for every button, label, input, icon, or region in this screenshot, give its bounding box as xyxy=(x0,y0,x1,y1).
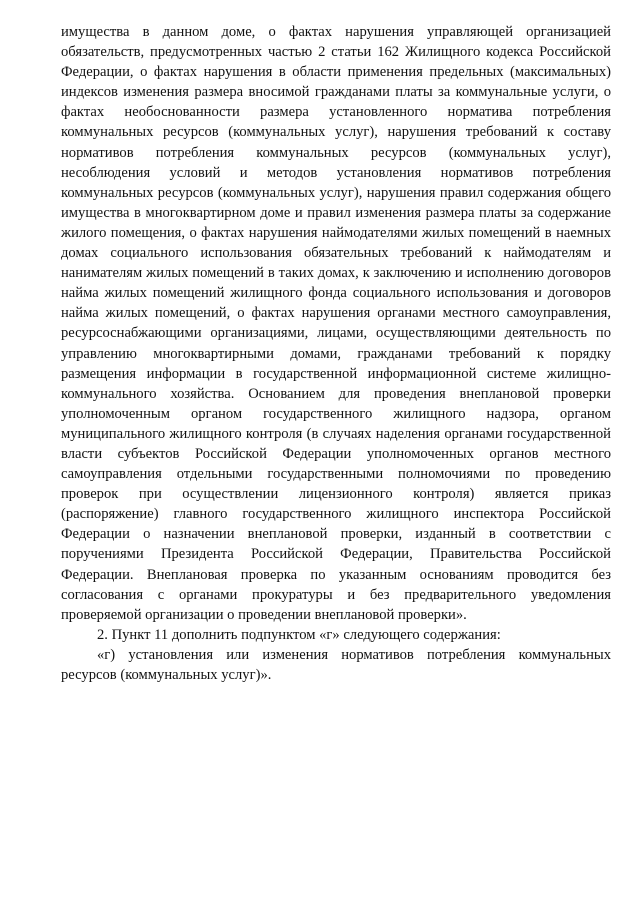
paragraph-continuation: имущества в данном доме, о фактах нарушения управляющей организацией обязательств, предусмотренных частью 2 статьи 162 Жилищного кодекса Российской Федерации, о фактах нарушения в области применения предельных (максимальных) индексов изменения размера вносимой гражданами платы за коммунальные услуги, о фактах необоснованности размера установленного норматива потребления коммунальных ресурсов (коммунальных услуг), нарушения требований к составу нормативов потребления коммунальных ресурсов (коммунальных услуг), несоблюдения условий и методов установления нормативов потребления коммунальных ресурсов (коммунальных услуг), нарушения правил содержания общего имущества в многоквартирном доме и правил изменения размера платы за содержание жилого помещения, о фактах нарушения наймодателями жилых помещений в наемных домах социального использования обязательных требований к наймодателям и нанимателям жилых помещений в таких домах, к заключению и исполнению договоров найма жилых помещений жилищного фонда социального использования и договоров найма жилых помещений, о фактах нарушения органами местного самоуправления, ресурсоснабжающими организациями, лицами, осуществляющими деятельность по управлению многоквартирными домами, гражданами требований к порядку размещения информации в государственной информационной системе жилищно-коммунального хозяйства. Основанием для проведения внеплановой проверки уполномоченным органом государственного жилищного надзора, органом муниципального жилищного контроля (в случаях наделения органами государственной власти субъектов Российской Федерации уполномоченных органов местного самоуправления отдельными государственными полномочиями по проведению проверок при осуществлении лицензионного контроля) является приказ (распоряжение) главного государственного жилищного инспектора Российской Федерации о назначении внеплановой проверки, изданный в соответствии с поручениями Президента Российской Федерации, Правительства Российской Федерации. Внеплановая проверка по указанным основаниям проводится без согласования с органами прокуратуры и без предварительного уведомления проверяемой организации о проведении внеплановой проверки». xyxy=(61,24,611,623)
document-page xyxy=(61,22,611,685)
paragraph-item-2: 2. Пункт 11 дополнить подпунктом «г» следующего содержания: xyxy=(97,626,501,643)
paragraph-subitem-g: «г) установления или изменения нормативов потребления коммунальных ресурсов (коммунальных услуг)». xyxy=(61,646,611,683)
